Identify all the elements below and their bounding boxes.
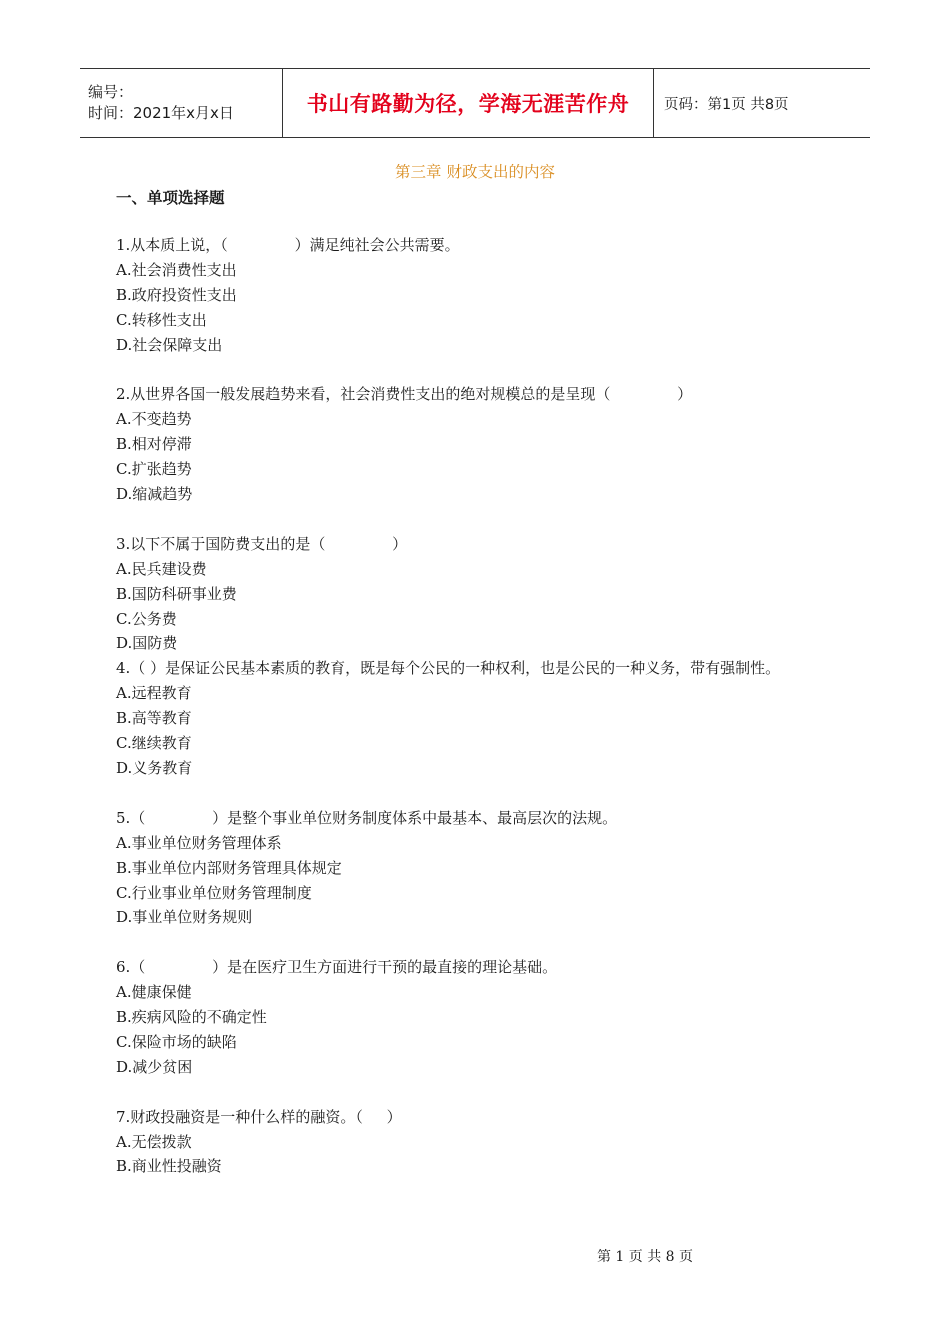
header-page-cell <box>654 69 870 137</box>
answer-option: A.健康保健 <box>116 983 192 1002</box>
answer-option: C.继续教育 <box>116 734 192 753</box>
date-label: 时间：2021年x月x日 <box>88 104 234 122</box>
answer-option: D.社会保障支出 <box>116 335 223 354</box>
answer-option: C.行业事业单位财务管理制度 <box>116 883 312 902</box>
answer-option: A.无偿拨款 <box>116 1132 192 1151</box>
answer-option: B.事业单位内部财务管理具体规定 <box>116 858 342 877</box>
question-stem: 6.（ ）是在医疗卫生方面进行干预的最直接的理论基础。 <box>116 958 558 977</box>
header-motto-cell <box>282 69 654 137</box>
answer-option: C.扩张趋势 <box>116 460 192 479</box>
answer-option: B.国防科研事业费 <box>116 584 237 603</box>
answer-option: A.民兵建设费 <box>116 559 207 578</box>
serial-number-label: 编号： <box>88 83 134 101</box>
question-list <box>116 233 832 1179</box>
answer-option: A.不变趋势 <box>116 410 192 429</box>
answer-option: B.疾病风险的不确定性 <box>116 1008 267 1027</box>
question-stem: 5.（ ）是整个事业单位财务制度体系中最基本、最高层次的法规。 <box>116 808 618 827</box>
answer-option: D.事业单位财务规则 <box>116 908 253 927</box>
answer-option: B.相对停滞 <box>116 435 192 454</box>
page-indicator: 页码：第1页 共8页 <box>664 96 789 113</box>
answer-option: A.事业单位财务管理体系 <box>116 833 282 852</box>
answer-option: C.转移性支出 <box>116 310 207 329</box>
answer-option: D.国防费 <box>116 634 178 653</box>
motto-text: 书山有路勤为径，学海无涯苦作舟 <box>306 92 630 116</box>
answer-option: A.远程教育 <box>116 684 192 703</box>
question-stem: 4.（ ）是保证公民基本素质的教育，既是每个公民的一种权利，也是公民的一种义务，带有强制性。 <box>116 659 781 678</box>
answer-option: D.减少贫困 <box>116 1057 193 1076</box>
answer-option: B.高等教育 <box>116 709 192 728</box>
question-stem: 1.从本质上说，（ ）满足纯社会公共需要。 <box>116 236 460 254</box>
answer-option: B.政府投资性支出 <box>116 285 237 304</box>
header-meta <box>80 69 282 137</box>
answer-option: C.保险市场的缺陷 <box>116 1032 237 1051</box>
chapter-title: 第三章 财政支出的内容 <box>395 163 555 181</box>
section-title: 一、单项选择题 <box>116 189 225 207</box>
document-header <box>80 68 870 138</box>
answer-option: D.缩减趋势 <box>116 485 193 504</box>
answer-option: B.商业性投融资 <box>116 1157 222 1176</box>
page-footer: 第 1 页 共 8 页 <box>596 1249 694 1265</box>
answer-option: D.义务教育 <box>116 759 193 777</box>
answer-option: C.公务费 <box>116 609 177 628</box>
answer-option: A.社会消费性支出 <box>116 260 237 279</box>
question-stem: 2.从世界各国一般发展趋势来看，社会消费性支出的绝对规模总的是呈现（ ） <box>116 385 693 404</box>
question-stem: 7.财政投融资是一种什么样的融资。（ ） <box>116 1107 402 1126</box>
question-stem: 3.以下不属于国防费支出的是（ ） <box>116 534 408 553</box>
